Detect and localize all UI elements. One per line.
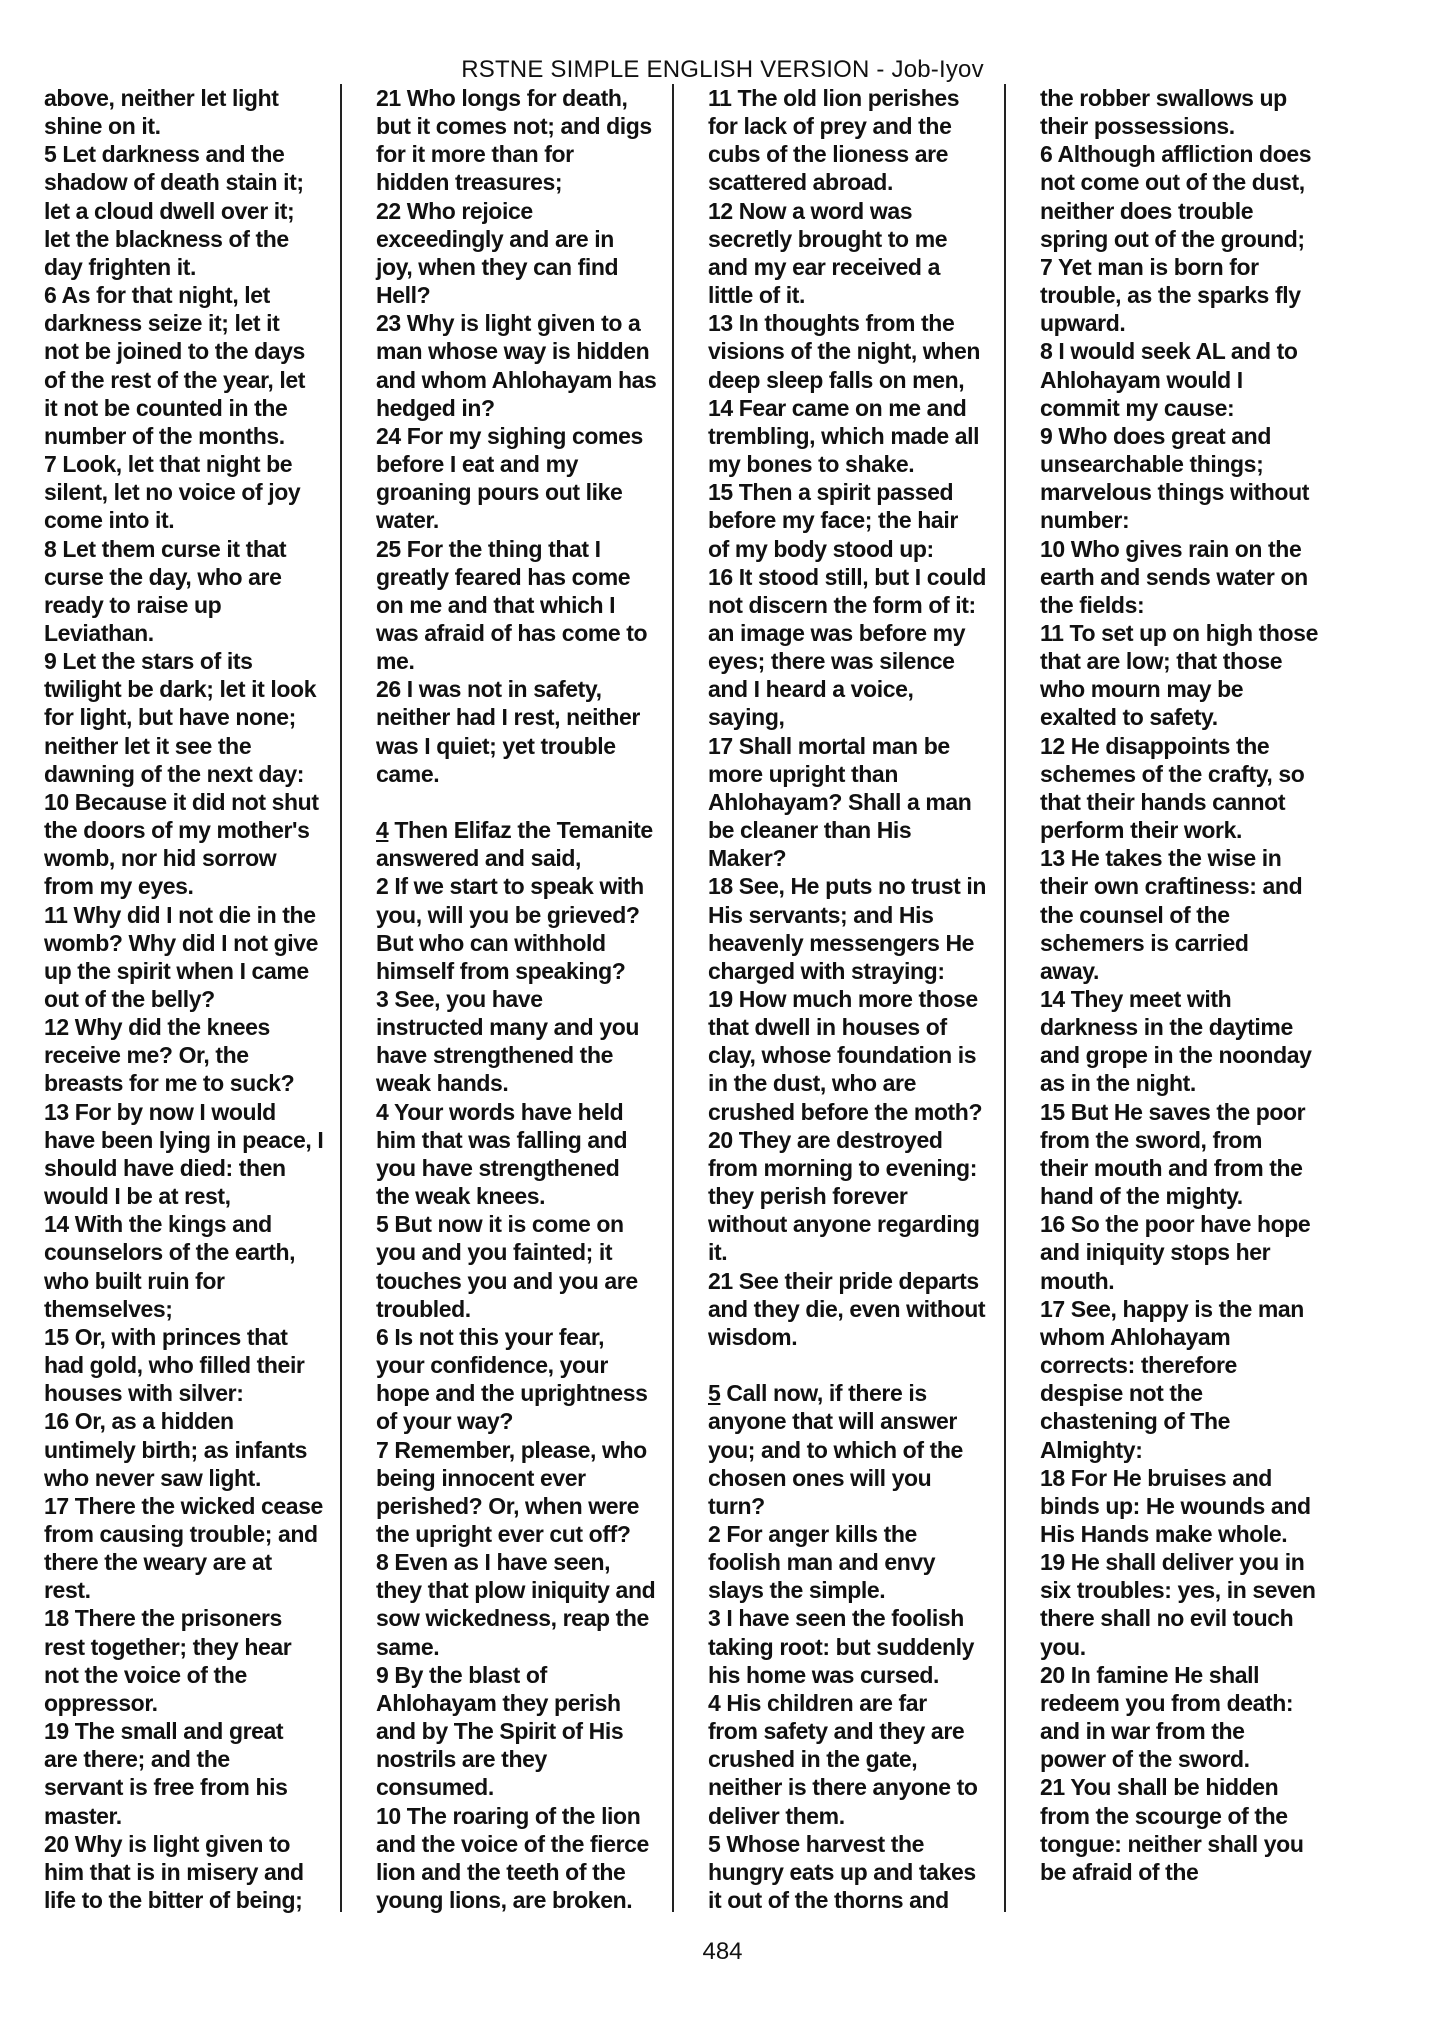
column-divider bbox=[1004, 84, 1006, 1912]
page-number: 484 bbox=[702, 1938, 743, 1965]
column-divider bbox=[672, 84, 674, 1912]
chapter-number: 5 bbox=[708, 1380, 721, 1407]
text-column-1: above, neither let light shine on it. 5 Let darkness and the shadow of death stain it; let a cloud dwell over it; let the blackness of the day frighten it. 6 As for that night, let darkness seize it; let it not be joined to the days of the rest of the year, let it not be counted in the number of the months. 7 Look, let that night be silent, let no voice of joy come into it. 8 Let them curse it that curse the day, who are ready to raise up Leviathan. 9 Let the stars of its twilight be dark; let it look for light, but have none; neither let it see the dawning of the next day: 10 Because it did not shut the doors of my mother's womb, nor hid sorrow from my eyes. 11 Why did I not die in the womb? Why did I not give up the spirit when I came out of the belly? 12 Why did the knees receive me? Or, the breasts for me to suck? 13 For by now I would have been lying in peace, I should have died: then would I be at rest, 14 With the kings and counselors of the earth, who built ruin for themselves; 15 Or, with princes that had gold, who filled their houses with silver: 16 Or, as a hidden untimely birth; as infants who never saw light. 17 There the wicked cease from causing trouble; and there the weary are at rest. 18 There the prisoners rest together; they hear not the voice of the oppressor. 19 The small and great are there; and the servant is free from his master. 20 Why is light given to him that is in misery and life to the bitter of being; bbox=[44, 85, 324, 1913]
column-divider bbox=[340, 84, 342, 1912]
running-header: RSTNE SIMPLE ENGLISH VERSION - Job-Iyov bbox=[461, 56, 984, 83]
text-column-2: 21 Who longs for death, but it comes not; and digs for it more than for hidden treasures; 22 Who rejoice exceedingly and are in joy, when they can find Hell? 23 Why is light given to a man whose way is hidden and whom Ahlohayam has hedged in? 24 For my sighing comes before I eat and my groaning pours out like water. 25 For the thing that I greatly feared has come on me and that which I was afraid of has come to me. 26 I was not in safety, neither had I rest, neither was I quiet; yet trouble came. 4 Then Elifaz the Temanite answered and said, 2 If we start to speak with you, will you be grieved? But who can withhold himself from speaking? 3 See, you have instructed many and you have strengthened the weak hands. 4 Your words have held him that was falling and you have strengthened the weak knees. 5 But now it is come on you and you fainted; it touches you and you are troubled. 6 Is not this your fear, your confidence, your hope and the uprightness of your way? 7 Remember, please, who being innocent ever perished? Or, when were the upright ever cut off? 8 Even as I have seen, they that plow iniquity and sow wickedness, reap the same. 9 By the blast of Ahlohayam they perish and by The Spirit of His nostrils are they consumed. 10 The roaring of the lion and the voice of the fierce lion and the teeth of the young lions, are broken. bbox=[376, 85, 657, 1913]
text-column-4: the robber swallows up their possessions. 6 Although affliction does not come out of the dust, neither does trouble spring out of the ground; 7 Yet man is born for trouble, as the sparks fly upward. 8 I would seek AL and to Ahlohayam would I commit my cause: 9 Who does great and unsearchable things; marvelous things without number: 10 Who gives rain on the earth and sends water on the fields: 11 To set up on high those that are low; that those who mourn may be exalted to safety. 12 He disappoints the schemes of the crafty, so that their hands cannot perform their work. 13 He takes the wise in their own craftiness: and the counsel of the schemers is carried away. 14 They meet with darkness in the daytime and grope in the noonday as in the night. 15 But He saves the poor from the sword, from their mouth and from the hand of the mighty. 16 So the poor have hope and iniquity stops her mouth. 17 See, happy is the man whom Ahlohayam corrects: therefore despise not the chastening of The Almighty: 18 For He bruises and binds up: He wounds and His Hands make whole. 19 He shall deliver you in six troubles: yes, in seven there shall no evil touch you. 20 In famine He shall redeem you from death: and in war from the power of the sword. 21 You shall be hidden from the scourge of the tongue: neither shall you be afraid of the bbox=[1040, 85, 1318, 1885]
text-column-3: 11 The old lion perishes for lack of prey and the cubs of the lioness are scattered abroad. 12 Now a word was secretly brought to me and my ear received a little of it. 13 In thoughts from the visions of the night, when deep sleep falls on men, 14 Fear came on me and trembling, which made all my bones to shake. 15 Then a spirit passed before my face; the hair of my body stood up: 16 It stood still, but I could not discern the form of it: an image was before my eyes; there was silence and I heard a voice, saying, 17 Shall mortal man be more upright than Ahlohayam? Shall a man be cleaner than His Maker? 18 See, He puts no trust in His servants; and His heavenly messengers He charged with straying: 19 How much more those that dwell in houses of clay, whose foundation is in the dust, who are crushed before the moth? 20 They are destroyed from morning to evening: they perish forever without anyone regarding it. 21 See their pride departs and they die, even without wisdom. 5 Call now, if there is anyone that will answer you; and to which of the chosen ones will you turn? 2 For anger kills the foolish man and envy slays the simple. 3 I have seen the foolish taking root: but suddenly his home was cursed. 4 His children are far from safety and they are crushed in the gate, neither is there anyone to deliver them. 5 Whose harvest the hungry eats up and takes it out of the thorns and bbox=[708, 85, 987, 1913]
chapter-number: 4 bbox=[376, 817, 389, 844]
